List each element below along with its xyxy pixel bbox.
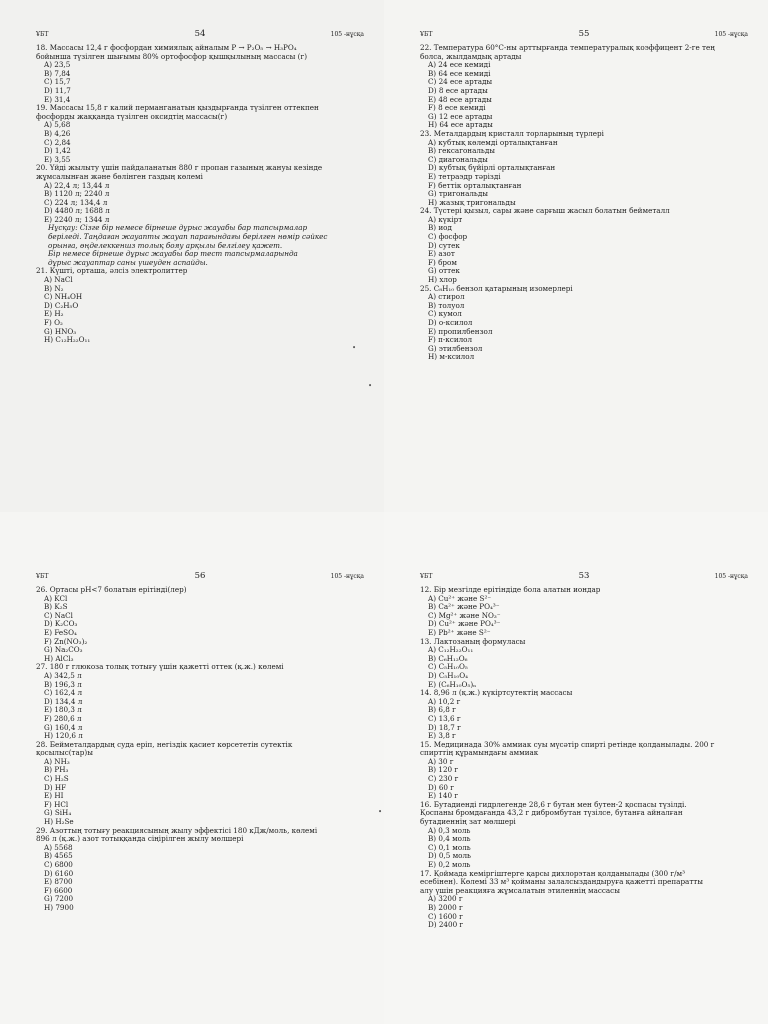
answer-option: D) кубтық бүйірлі орталықтанған bbox=[428, 163, 556, 173]
page-header bbox=[420, 572, 748, 584]
answer-option: D) 6160 bbox=[44, 868, 74, 878]
question-text: 27. 180 г глюкоза толық тотығу үшін қажетті оттек (қ.ж.) көлемі bbox=[36, 662, 284, 672]
instruction-note: орынға, өңделеккеншз толық бояу арқылы белгілеу қажет. bbox=[48, 240, 283, 250]
answer-option: G) HNO₃ bbox=[44, 326, 77, 336]
question-text: қосылыс(тар)ы bbox=[36, 748, 93, 758]
answer-option: A) 24 есе кемиді bbox=[428, 60, 491, 70]
answer-option: B) K₂S bbox=[44, 602, 68, 612]
answer-option: D) о-ксилол bbox=[428, 318, 473, 327]
answer-option: B) C₆H₁₂O₆ bbox=[428, 653, 468, 663]
page-body bbox=[36, 44, 370, 345]
answer-option: C) NH₄OH bbox=[44, 292, 83, 302]
question-text: 25. C₈H₁₀ бензол қатарының изомерлері bbox=[420, 283, 573, 293]
answer-option: D) 11,7 bbox=[44, 85, 71, 95]
answer-option: H) H₂Se bbox=[44, 817, 74, 827]
answer-option: A) күкірт bbox=[428, 214, 463, 224]
answer-option: A) 30 г bbox=[428, 756, 454, 766]
question-text: 20. Үйді жылыту үшін пайдаланатын 880 г пропан газының жануы кезінде bbox=[36, 163, 323, 173]
question-text: 21. Күшті, орташа, әлсіз электролиттер bbox=[36, 266, 188, 276]
question-text: 22. Температура 60°С-ны арттырғанда температуралық коэффицент 2-ге тең bbox=[420, 43, 715, 52]
question-text: бойынша түзілген шығымы 80% ортофосфор қышқылының массасы (г) bbox=[36, 51, 308, 61]
answer-option: H) 64 есе артады bbox=[428, 120, 493, 130]
answer-option: G) оттек bbox=[428, 266, 460, 276]
answer-option: C) 230 г bbox=[428, 774, 459, 784]
answer-option: A) 5,68 bbox=[44, 120, 71, 130]
answer-option: E) пропилбензол bbox=[428, 326, 493, 336]
question-text: 17. Қоймада кеміргіштерге қарсы дихлорэтан қолданылады (300 г/м³ bbox=[420, 868, 686, 878]
instruction-note: Нұсқау: Сізге бір немесе бірнеше дұрыс жауабы бар тапсырмалар bbox=[48, 223, 308, 233]
question-text: 13. Лактозаның формуласы bbox=[420, 636, 526, 646]
page-header bbox=[36, 572, 364, 584]
answer-option: D) 18,7 г bbox=[428, 722, 461, 732]
answer-option: D) 1,42 bbox=[44, 146, 71, 156]
page-body bbox=[420, 586, 754, 930]
answer-option: D) Cu²⁺ және PO₄³⁻ bbox=[428, 619, 501, 629]
answer-option: C) 24 есе артады bbox=[428, 77, 493, 87]
answer-option: D) 134,4 л bbox=[44, 696, 83, 706]
header-left: ҰБТ bbox=[420, 31, 433, 38]
answer-option: G) этилбензол bbox=[428, 343, 483, 353]
answer-option: D) C₂H₅O bbox=[44, 300, 79, 310]
answer-option: F) O₂ bbox=[44, 318, 63, 327]
answer-option: A) 342,5 л bbox=[44, 670, 82, 680]
header-left: ҰБТ bbox=[36, 573, 49, 580]
answer-option: B) толуол bbox=[428, 300, 465, 310]
page-number: 56 bbox=[194, 571, 206, 581]
page-number: 55 bbox=[578, 29, 590, 39]
question-text: 896 л (қ.ж.) азот тотыққанда сіңірілген жылу мөлшері bbox=[36, 834, 244, 844]
answer-option: E) HI bbox=[44, 791, 64, 801]
page-number: 53 bbox=[578, 571, 590, 581]
question-text: 16. Бутадиенді гидрлегенде 28,6 г бутан мен бутен-2 қоспасы түзілді. bbox=[420, 799, 687, 809]
answer-option: E) 48 есе артады bbox=[428, 94, 492, 104]
page-number: 54 bbox=[194, 29, 206, 39]
answer-option: E) тетраэдр тәрізді bbox=[428, 171, 501, 181]
question-text: Қоспаны бромдағанда 43,2 г дибромбутан түзілсе, бутанға айналған bbox=[420, 808, 683, 818]
answer-option: D) 2400 г bbox=[428, 920, 464, 930]
scan-speck: • bbox=[378, 808, 383, 816]
answer-option: B) PH₃ bbox=[44, 765, 69, 775]
answer-option: C) 0,1 моль bbox=[428, 842, 471, 852]
answer-option: F) HCl bbox=[44, 799, 69, 809]
answer-option: C) 162,4 л bbox=[44, 688, 83, 698]
question-text: 23. Металдардың кристалл торларының түрлері bbox=[420, 128, 604, 138]
answer-option: C) 6800 bbox=[44, 860, 73, 869]
answer-option: B) 64 есе кемиді bbox=[428, 68, 491, 78]
header-variant: 105 -нұсқа bbox=[714, 31, 748, 38]
answer-option: E) FeSO₄ bbox=[44, 627, 77, 637]
page-header bbox=[36, 30, 364, 42]
header-variant: 105 -нұсқа bbox=[330, 31, 364, 38]
answer-option: C) 13,6 г bbox=[428, 713, 461, 723]
page-56 bbox=[0, 512, 384, 1024]
answer-option: A) C₁₂H₂₂O₁₁ bbox=[428, 645, 474, 655]
answer-option: B) 4565 bbox=[44, 851, 73, 861]
question-text: жұмсалынған және бөлінген газдың көлемі bbox=[36, 171, 203, 181]
answer-option: D) 60 г bbox=[428, 782, 455, 792]
answer-option: E) 3,55 bbox=[44, 154, 71, 164]
question-text: спирттің құрамындағы аммиак bbox=[420, 748, 539, 758]
answer-option: A) Cu²⁺ және S²⁻ bbox=[428, 593, 492, 603]
answer-option: E) 2240 л; 1344 л bbox=[44, 214, 110, 224]
question-text: 19. Массасы 15,8 г калий перманганатын қыздырғанда түзілген оттекпен bbox=[36, 103, 319, 113]
answer-option: A) 10,2 г bbox=[428, 696, 461, 706]
answer-option: E) Pb²⁺ және S²⁻ bbox=[428, 627, 491, 637]
answer-option: A) 23,5 bbox=[44, 60, 71, 70]
answer-option: F) п-ксилол bbox=[428, 335, 473, 345]
answer-option: E) H₂ bbox=[44, 309, 64, 319]
page-55 bbox=[384, 0, 768, 512]
answer-option: G) Na₂CO₃ bbox=[44, 645, 83, 655]
answer-option: C) H₂S bbox=[44, 774, 69, 784]
answer-option: G) 7200 bbox=[44, 894, 74, 904]
answer-option: E) 180,3 л bbox=[44, 705, 82, 715]
answer-option: A) 3200 г bbox=[428, 894, 463, 904]
answer-option: D) K₂CO₃ bbox=[44, 619, 78, 629]
answer-option: B) 1120 л; 2240 л bbox=[44, 189, 110, 199]
answer-option: D) HF bbox=[44, 782, 67, 792]
header-left: ҰБТ bbox=[36, 31, 49, 38]
answer-option: H) хлор bbox=[428, 275, 457, 285]
answer-option: G) SiH₄ bbox=[44, 808, 72, 818]
question-text: фосфорды жаққанда түзілген оксидтің массасы(г) bbox=[36, 111, 228, 121]
answer-option: A) кубтық көлемді орталықтанған bbox=[428, 137, 558, 147]
answer-option: B) 196,3 л bbox=[44, 679, 82, 689]
question-text: 24. Түстері қызыл, сары және сарғыш жасыл болатын бейметалл bbox=[420, 206, 670, 216]
answer-option: F) бром bbox=[428, 257, 457, 267]
question-text: 28. Бейметалдардың суда еріп, негіздік қасиет көрсететін сутектік bbox=[36, 739, 293, 749]
answer-option: H) 120,6 л bbox=[44, 731, 83, 741]
answer-option: H) 7900 bbox=[44, 902, 74, 912]
question-text: алу үшін реакцияға жұмсалатын этиленнің массасы bbox=[420, 885, 620, 895]
answer-option: F) 8 есе кемиді bbox=[428, 103, 486, 113]
answer-option: G) 12 есе артады bbox=[428, 111, 493, 121]
question-text: 18. Массасы 12,4 г фосфордан химиялық айналым P → P₂O₅ → H₃PO₄ bbox=[36, 43, 297, 52]
page-body bbox=[420, 44, 754, 362]
answer-option: H) м-ксилол bbox=[428, 352, 475, 362]
question-text: 29. Азоттың тотығу реакциясының жылу эффектісі 180 кДж/моль, көлемі bbox=[36, 825, 318, 835]
answer-option: F) Zn(NO₃)₂ bbox=[44, 636, 88, 646]
answer-option: C) Mg²⁺ және NO₃⁻ bbox=[428, 610, 501, 620]
answer-option: C) NaCl bbox=[44, 610, 73, 620]
question-text: 26. Ортасы рН<7 болатын ерітінді(лер) bbox=[36, 585, 187, 594]
page-body bbox=[36, 586, 370, 913]
answer-option: B) 2000 г bbox=[428, 902, 463, 912]
answer-option: C) C₅H₁₀O₅ bbox=[428, 662, 468, 672]
answer-option: B) иод bbox=[428, 223, 452, 233]
answer-option: E) 8700 bbox=[44, 877, 73, 887]
answer-option: H) C₁₂H₂₂O₁₁ bbox=[44, 335, 91, 345]
answer-option: E) азот bbox=[428, 249, 455, 259]
answer-option: B) 120 г bbox=[428, 765, 459, 775]
answer-option: A) NaCl bbox=[44, 275, 73, 285]
answer-option: D) 4480 л; 1688 л bbox=[44, 206, 110, 216]
scan-speck: • bbox=[368, 382, 373, 390]
answer-option: A) 22,4 л; 13,44 л bbox=[44, 180, 110, 190]
answer-option: C) кумол bbox=[428, 309, 462, 319]
answer-option: A) NH₃ bbox=[44, 756, 70, 766]
answer-option: C) 1600 г bbox=[428, 911, 463, 921]
answer-option: B) 4,26 bbox=[44, 128, 71, 138]
instruction-note: дұрыс жауаптар саны үшеуден аспайды. bbox=[48, 257, 208, 267]
answer-option: D) сутек bbox=[428, 240, 460, 250]
answer-option: G) 160,4 л bbox=[44, 722, 83, 732]
answer-option: A) 0,3 моль bbox=[428, 825, 471, 835]
answer-option: D) 8 есе артады bbox=[428, 85, 488, 95]
instruction-note: Бір немесе бірнеше дұрыс жауабы бар тест тапсырмаларында bbox=[48, 249, 298, 259]
answer-option: C) 15,7 bbox=[44, 77, 71, 87]
answer-option: G) тригональды bbox=[428, 189, 488, 199]
question-text: 12. Бір мезгілде ерітіндіде бола алатын иондар bbox=[420, 585, 601, 594]
answer-option: A) стирол bbox=[428, 292, 465, 302]
answer-option: F) 6600 bbox=[44, 885, 73, 895]
question-text: 14. 8,96 л (қ.ж.) күкіртсутектің массасы bbox=[420, 688, 573, 698]
answer-option: H) AlCl₃ bbox=[44, 653, 74, 663]
answer-option: B) Ca²⁺ және PO₄³⁻ bbox=[428, 602, 500, 612]
page-header bbox=[420, 30, 748, 42]
answer-option: D) 0,5 моль bbox=[428, 851, 471, 861]
answer-option: C) 224 л; 134,4 л bbox=[44, 197, 108, 207]
instruction-note: беріледі. Таңдаған жауапты жауап парағындағы берілген нөмір сәйкес bbox=[48, 232, 328, 242]
answer-option: B) гексагональды bbox=[428, 146, 495, 156]
answer-option: E) 140 г bbox=[428, 791, 459, 801]
header-variant: 105 -нұсқа bbox=[330, 573, 364, 580]
answer-option: F) 280,6 л bbox=[44, 713, 82, 723]
question-text: бутадиеннің зат мөлшері bbox=[420, 817, 516, 827]
answer-option: B) 0,4 моль bbox=[428, 834, 471, 844]
answer-option: B) 7,84 bbox=[44, 68, 71, 78]
header-variant: 105 -нұсқа bbox=[714, 573, 748, 580]
answer-option: E) 0,2 моль bbox=[428, 860, 471, 869]
header-left: ҰБТ bbox=[420, 573, 433, 580]
answer-option: F) беттік орталықтанған bbox=[428, 180, 522, 190]
answer-option: C) 2,84 bbox=[44, 137, 71, 147]
answer-option: D) C₅H₁₀O₄ bbox=[428, 670, 469, 680]
answer-option: E) (C₆H₁₀O₅)ₙ bbox=[428, 679, 477, 689]
page-54 bbox=[0, 0, 384, 512]
answer-option: H) жазық тригональды bbox=[428, 197, 516, 207]
question-text: 15. Медицинада 30% аммиак суы мүсәтір спирті ретінде қолданылады. 200 г bbox=[420, 739, 715, 749]
question-text: болса, жылдамдық артады bbox=[420, 51, 522, 61]
question-text: есебінен). Көлемі 33 м³ қойманы залалсыздандыруға қажетті препаратты bbox=[420, 877, 704, 887]
answer-option: A) 5568 bbox=[44, 842, 73, 852]
answer-option: C) диагональды bbox=[428, 154, 488, 164]
page-53 bbox=[378, 512, 768, 1024]
answer-option: C) фосфор bbox=[428, 232, 468, 242]
answer-option: E) 31,4 bbox=[44, 94, 71, 104]
answer-option: B) 6,8 г bbox=[428, 705, 456, 715]
answer-option: E) 3,8 г bbox=[428, 731, 456, 741]
answer-option: B) N₂ bbox=[44, 283, 64, 293]
answer-option: A) KCl bbox=[44, 593, 68, 603]
scan-speck: • bbox=[352, 344, 357, 352]
